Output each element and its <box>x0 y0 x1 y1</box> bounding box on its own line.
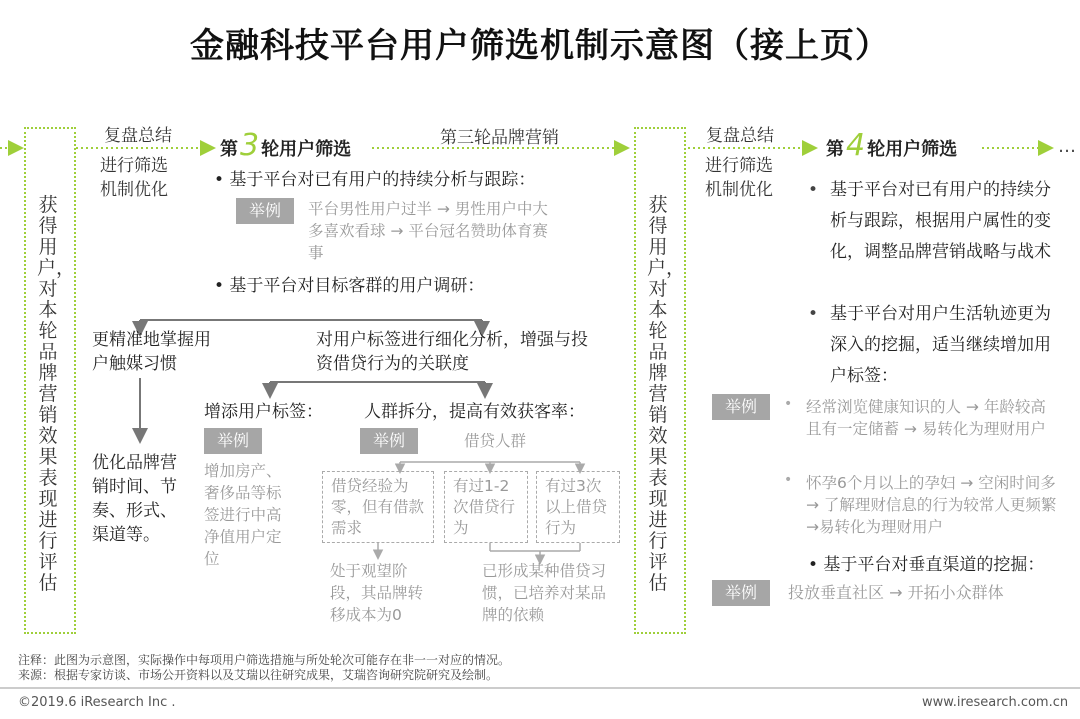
page-title: 金融科技平台用户筛选机制示意图（接上页） <box>190 26 890 66</box>
brand-round-label: 第三轮品牌营销 <box>440 128 559 148</box>
survey-right-a: 对用户标签进行细化分析，增强与投资借贷行为的关联度 <box>316 330 588 374</box>
round3-heading: 第3 轮用户筛选 <box>220 128 352 163</box>
stage-right-label: 获得用户，对本轮品牌营销效果表现进行评估 <box>647 194 686 594</box>
example-tag: 举例 <box>712 394 770 420</box>
crowd-box-3: 有过3次以上借贷行为 <box>536 471 620 543</box>
mid-example-1: 平台男性用户过半 → 男性用户中大多喜欢看球 → 平台冠名赞助体育赛事 <box>308 200 548 262</box>
footnote-note: 注释：此图为示意图，实际操作中每项用户筛选措施与所处轮次可能存在非一一对应的情况。 <box>18 653 511 667</box>
continuation-ellipsis: … <box>1058 136 1076 157</box>
bullet-dot-b: • <box>784 472 793 488</box>
round4-heading: 第4 轮用户筛选 <box>826 128 958 163</box>
right-bullet-1: 基于平台对已有用户的持续分析与跟踪，根据用户属性的变化，调整品牌营销战略与战术 <box>830 180 1051 262</box>
stage-left-label: 获得用户，对本轮品牌营销效果表现进行评估 <box>37 194 76 594</box>
example-tag: 举例 <box>204 428 262 454</box>
example-tag: 举例 <box>360 428 418 454</box>
crowd-result-2: 已形成某种借贷习惯，已培养对某品牌的依赖 <box>482 562 607 624</box>
right-example-a: 经常浏览健康知识的人 → 年龄较高且有一定储蓄 → 易转化为理财用户 <box>806 398 1046 438</box>
website-link[interactable]: www.iresearch.com.cn <box>922 695 1069 710</box>
tag-add-heading: 增添用户标签： <box>204 402 323 422</box>
footnote-source: 来源：根据专家访谈、市场公开资料以及艾瑞以往研究成果，艾瑞咨询研究院研究及绘制。 <box>18 668 499 682</box>
survey-left-b: 优化品牌营销时间、节奏、形式、渠道等。 <box>92 453 177 545</box>
right-example-b: 怀孕6个月以上的孕妇 → 空闲时间多 → 了解理财信息的行为较常人更频繁 →易转化为理财用户 <box>806 474 1057 536</box>
crowd-box-1: 借贷经验为零，但有借款需求 <box>322 471 434 543</box>
review-label-2: 复盘总结 <box>706 126 774 146</box>
crowd-box-2: 有过1-2次借贷行为 <box>444 471 528 543</box>
optimize-label-1: 进行筛选机制优化 <box>100 156 168 200</box>
crowd-label: 借贷人群 <box>464 432 527 450</box>
split-heading: 人群拆分，提高有效获客率： <box>364 402 585 422</box>
crowd-result-1: 处于观望阶段，其品牌转移成本为0 <box>330 562 424 624</box>
copyright: ©2019.6 iResearch Inc . <box>18 695 176 710</box>
tag-add-example: 增加房产、奢侈品等标签进行中高净值用户定位 <box>204 462 282 568</box>
bullet-dot-a: • <box>784 396 793 412</box>
example-tag: 举例 <box>236 198 294 224</box>
survey-left-a: 更精准地掌握用户触媒习惯 <box>92 330 211 374</box>
bullet-dot-2: • <box>808 304 819 324</box>
example-tag: 举例 <box>712 580 770 606</box>
right-bullet-2: 基于平台对用户生活轨迹更为深入的挖掘，适当继续增加用户标签： <box>830 304 1051 386</box>
mid-bullet-2: • 基于平台对目标客群的用户调研： <box>214 276 485 296</box>
optimize-label-2: 进行筛选机制优化 <box>705 156 773 200</box>
review-label-1: 复盘总结 <box>104 126 172 146</box>
mid-bullet-1: • 基于平台对已有用户的持续分析与跟踪： <box>214 170 536 190</box>
right-example-3: 投放垂直社区 → 开拓小众群体 <box>788 583 1004 602</box>
right-bullet-3: • 基于平台对垂直渠道的挖掘： <box>808 555 1045 575</box>
bullet-dot-1: • <box>808 180 819 200</box>
